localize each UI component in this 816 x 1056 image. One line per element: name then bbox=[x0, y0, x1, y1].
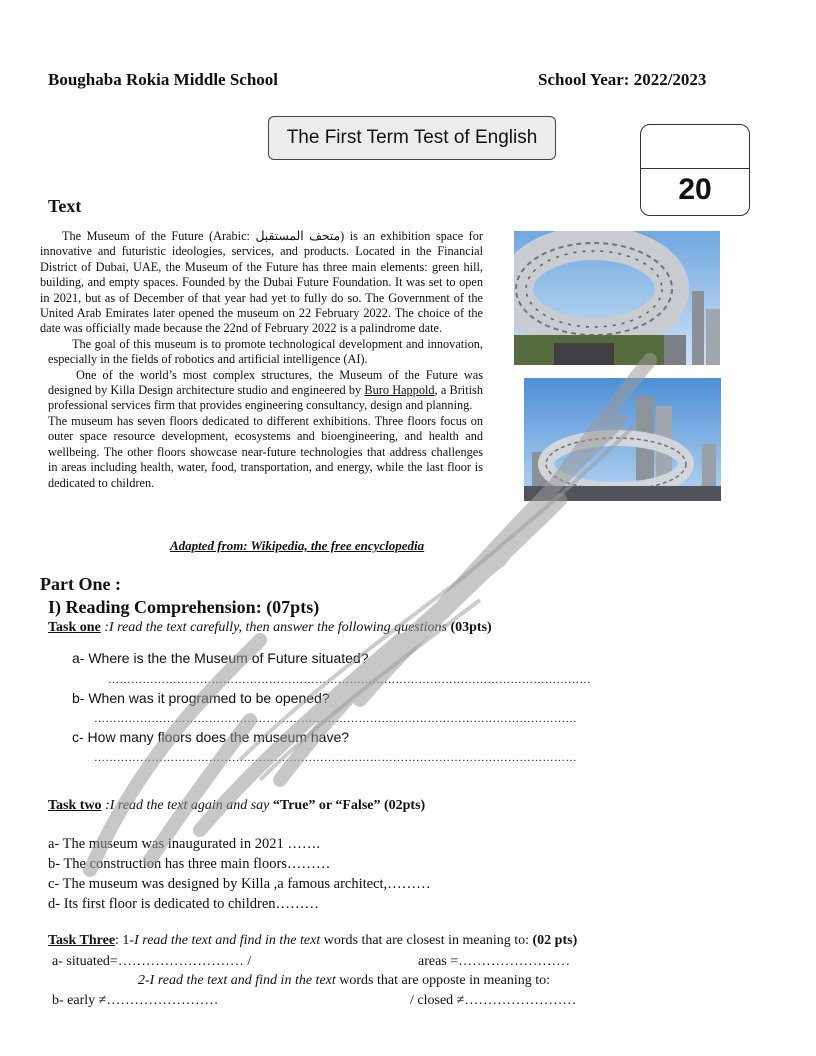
task-three-text-2: words that are closest in meaning to: bbox=[320, 933, 533, 948]
task-three-instruction-2 bbox=[138, 973, 550, 989]
opposite-early[interactable]: b- early ≠…………………… bbox=[52, 993, 219, 1008]
task-two-text: :I read the text again and say bbox=[101, 798, 273, 813]
answer-line-c[interactable]: ……………………………………………………………………………………………………………… bbox=[94, 752, 577, 764]
p1-end: ) is an exhibition space for innovative and futuristic ideologies, services, and products. Located in the Financial District of Dubai, UAE, the Museum of the Future has three main elements: green hill, building, and empty spaces. Founded by the Dubai Future Foundation. It was set to open in 2021, but as of December of that year had yet to fully do so. The Government of the United Arab Emirates later opened the museum on 22 February 2022. The choice of the date was officially made because the 22nd of February 2022 is a palindrome date. bbox=[40, 229, 483, 336]
task-three-text-4: words that are opposte in meaning to: bbox=[335, 973, 550, 988]
question-b: b- When was it programed to be opened? bbox=[72, 690, 330, 706]
opposite-closed[interactable]: / closed ≠…………………… bbox=[410, 993, 577, 1008]
school-year: School Year: 2022/2023 bbox=[538, 70, 707, 89]
statement-c: c- The museum was designed by Killa ,a famous architect,……… bbox=[48, 876, 431, 892]
test-title: The First Term Test of English bbox=[268, 116, 556, 160]
task-three-text-1: I read the text and find in the text bbox=[134, 933, 321, 948]
p1-arabic: متحف المستقبل bbox=[255, 229, 341, 243]
paragraph-1 bbox=[40, 229, 483, 337]
synonym-situated[interactable]: a- situated=……………………… / bbox=[52, 954, 252, 969]
paragraph-2: The goal of this museum is to promote technological development and innovation, especially in the fields of robotics and artificial intelligence (AI). bbox=[48, 336, 483, 367]
buro-happold-link[interactable]: Buro Happold bbox=[364, 383, 435, 398]
task-one-text: :I read the text carefully, then answer the following questions bbox=[100, 620, 451, 635]
museum-photo-2 bbox=[524, 378, 721, 501]
part-heading: Part One : bbox=[40, 574, 121, 594]
task-three-instruction bbox=[48, 933, 577, 949]
statement-b: b- The construction has three main floors……… bbox=[48, 856, 331, 872]
task-one-instruction bbox=[48, 620, 492, 636]
question-c: c- How many floors does the museum have? bbox=[72, 729, 350, 745]
reading-passage bbox=[40, 229, 483, 491]
museum-photo-1 bbox=[514, 231, 720, 365]
task-two-instruction bbox=[48, 798, 425, 814]
statement-d: d- Its first floor is dedicated to children……… bbox=[48, 896, 320, 912]
score-divider bbox=[641, 168, 749, 169]
p3-end: , a British professional services firm that provides engineering consultancy, design and planning. bbox=[48, 383, 483, 413]
task-three-text-3: 2-I read the text and find in the text bbox=[138, 973, 336, 988]
answer-line-b[interactable]: ……………………………………………………………………………………………………………… bbox=[94, 713, 577, 725]
paragraph-3 bbox=[40, 368, 483, 414]
school-name: Boughaba Rokia Middle School bbox=[48, 70, 279, 89]
question-a: a- Where is the the Museum of Future situated? bbox=[72, 650, 369, 666]
task-three-points: (02 pts) bbox=[532, 933, 578, 948]
source-citation[interactable]: Adapted from: Wikipedia, the free encyclopedia bbox=[170, 538, 425, 553]
task-one-label: Task one bbox=[48, 620, 101, 635]
task-two-true-false: “True” or “False” bbox=[272, 798, 381, 813]
statement-a: a- The museum was inaugurated in 2021 ……. bbox=[48, 836, 320, 852]
score-box bbox=[640, 124, 750, 216]
task-three-label: Task Three bbox=[48, 933, 116, 948]
p1-start: The Museum of the Future (Arabic: bbox=[62, 229, 256, 243]
score-total: 20 bbox=[678, 173, 712, 206]
text-heading: Text bbox=[48, 196, 82, 216]
answer-line-a[interactable]: ……………………………………………………………………………………………………………… bbox=[108, 674, 591, 686]
task-one-points: (03pts) bbox=[450, 620, 492, 635]
paragraph-4: The museum has seven floors dedicated to different exhibitions. Three floors focus on outer space resource development, ecosystems and bioengineering, and health and wellbeing. The other floors showcase near-future technologies that address challenges in areas including health, water, food, transportation, and energy, while the last floor is dedicated to children. bbox=[48, 413, 483, 490]
synonym-areas[interactable]: areas =…………………… bbox=[418, 954, 571, 969]
task-two-points: (02pts) bbox=[380, 798, 426, 813]
task-two-label: Task two bbox=[48, 798, 102, 813]
section-heading: I) Reading Comprehension: (07pts) bbox=[48, 597, 320, 617]
p3-start: One of the world’s most complex structures, the Museum of the Future was designed by Killa Design architecture studio and engineered by bbox=[48, 367, 483, 398]
task-three-num: : 1- bbox=[115, 933, 135, 948]
